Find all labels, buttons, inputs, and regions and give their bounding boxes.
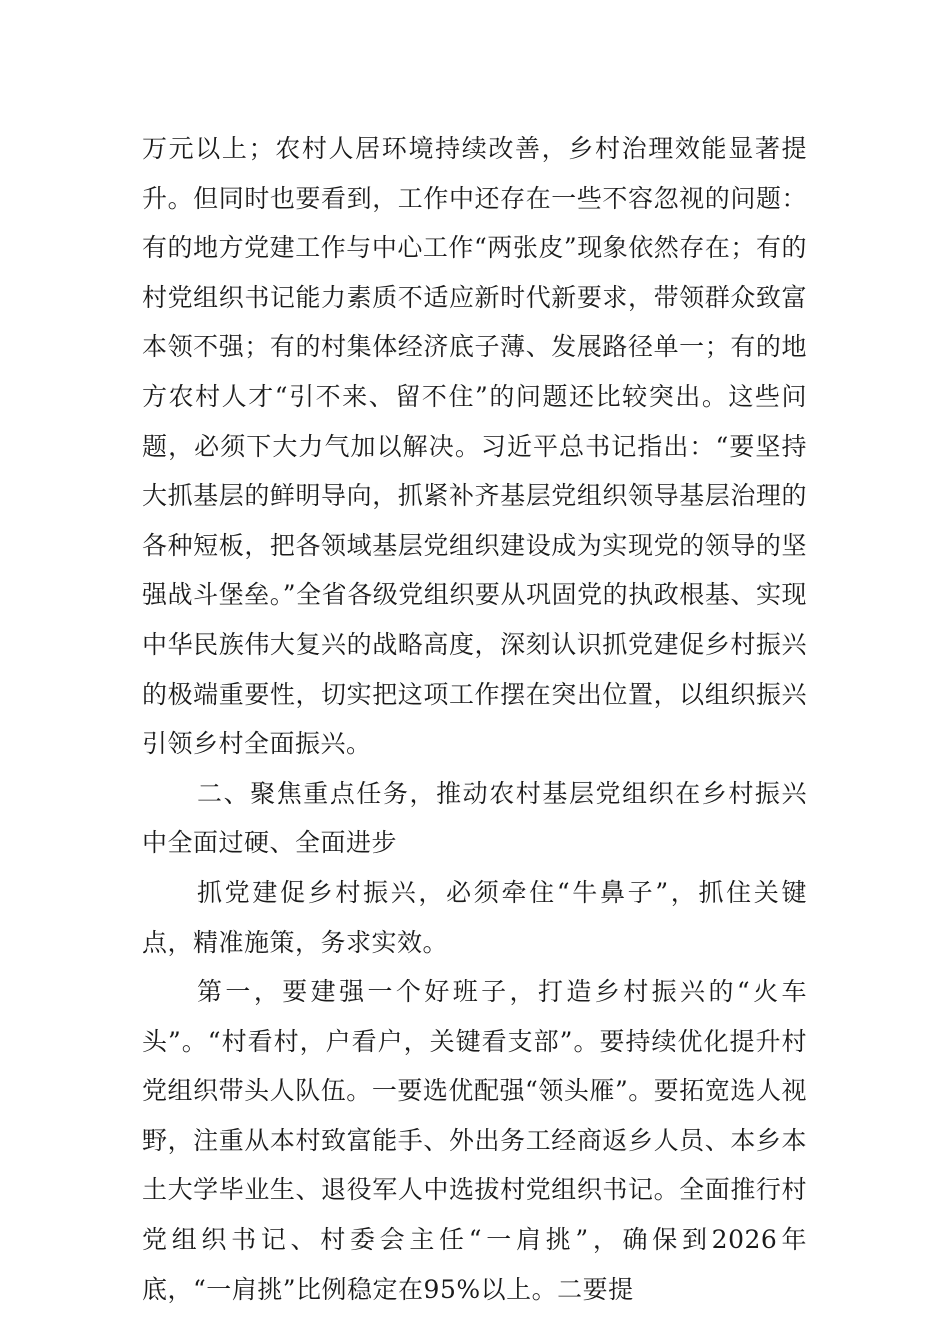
paragraph: 第一，要建强一个好班子，打造乡村振兴的“火车头”。“村看村，户看户，关键看支部”。要持续优化提升村党组织带头人队伍。一要选优配强“领头雁”。要拓宽选人视野，注重从本村致富能手、外出务工经商返乡人员、本乡本土大学毕业生、退役军人中选拔村党组织书记。全面推行村党组织书记、村委会主任“一肩挑”，确保到2026年底，“一肩挑”比例稳定在95%以上。二要提	[142, 977, 807, 1304]
section-heading: 二、聚焦重点任务，推动农村基层党组织在乡村振兴中全面过硬、全面进步	[142, 778, 807, 858]
paragraph: 抓党建促乡村振兴，必须牵住“牛鼻子”，抓住关键点，精准施策，务求实效。	[142, 877, 807, 957]
paragraph-continued: 万元以上；农村人居环境持续改善，乡村治理效能显著提升。但同时也要看到，工作中还存在一些不容忽视的问题：有的地方党建工作与中心工作“两张皮”现象依然存在；有的村党组织书记能力素质不适应新时代新要求，带领群众致富本领不强；有的村集体经济底子薄、发展路径单一；有的地方农村人才“引不来、留不住”的问题还比较突出。这些问题，必须下大力气加以解决。习近平总书记指出：“要坚持大抓基层的鲜明导向，抓紧补齐基层党组织领导基层治理的各种短板，把各领域基层党组织建设成为实现党的领导的坚强战斗堡垒。”全省各级党组织要从巩固党的执政根基、实现中华民族伟大复兴的战略高度，深刻认识抓党建促乡村振兴的极端重要性，切实把这项工作摆在突出位置，以组织振兴引领乡村全面振兴。	[142, 134, 807, 759]
document-body	[142, 124, 807, 1314]
